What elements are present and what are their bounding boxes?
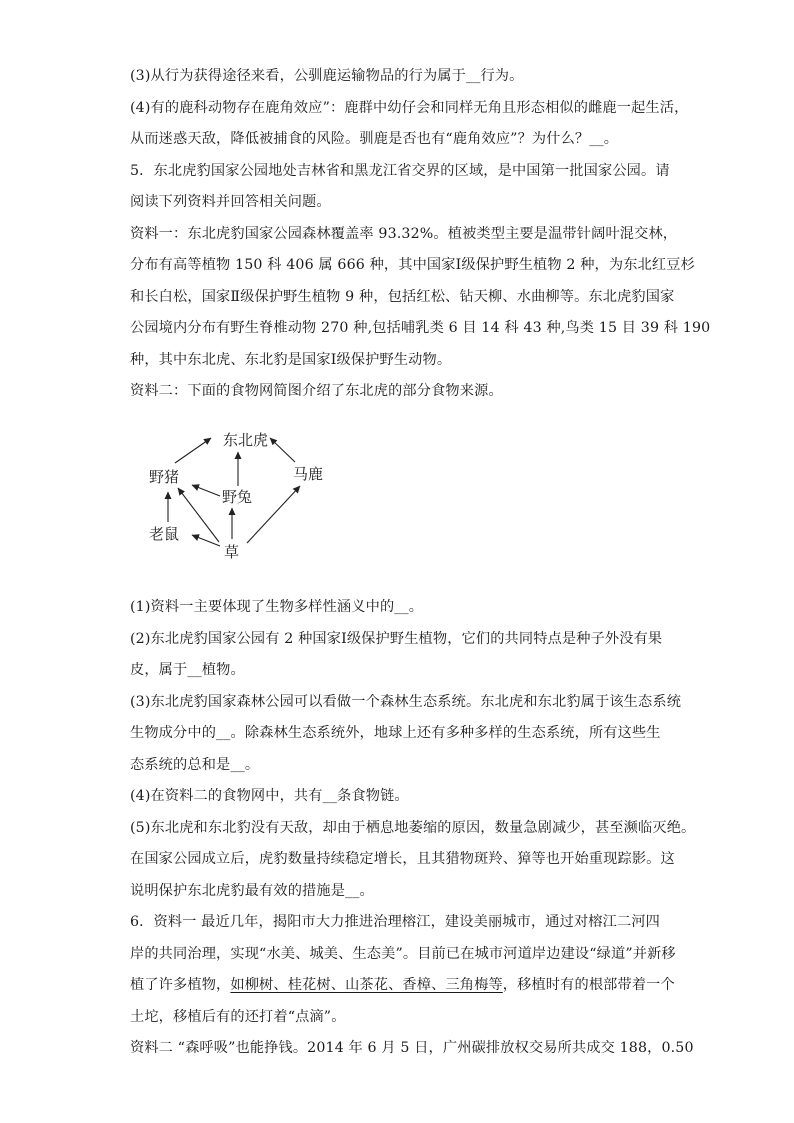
question-5-4: (4)在资料二的食物网中，共有__条食物链。 [130, 788, 409, 804]
arrow-grass-to-boar [178, 488, 219, 542]
question-5-3-line3: 态系统的总和是__。 [130, 757, 260, 773]
question-5-5-line1: (5)东北虎和东北豹没有天敌，却由于栖息地萎缩的原因，数量急剧减少，甚至濒临灭绝。 [130, 820, 696, 836]
question-5-5-line3: 说明保护东北虎豹最有效的措施是__。 [130, 883, 374, 899]
food-web-node-tiger: 东北虎 [223, 431, 269, 449]
question-5-3-line1: (3)东北虎豹国家森林公园可以看做一个森林生态系统。东北虎和东北豹属于该生态系统 [130, 694, 682, 710]
arrow-hare-to-boar [192, 485, 220, 496]
food-web-node-deer: 马鹿 [293, 465, 324, 483]
line3-text-b: ，移植时有的根部带着一个 [502, 977, 675, 993]
underlined-plant-list: 如柳树、桂花树、山茶花、香樟、三角梅等 [230, 977, 503, 993]
food-web-node-hare: 野兔 [222, 488, 253, 506]
arrow-boar-to-tiger [175, 438, 211, 463]
food-web-node-grass: 草 [224, 543, 240, 561]
question-5-2-line2: 皮，属于__植物。 [130, 662, 245, 678]
question-4-4-line2: 从而迷惑天敌，降低被捕食的风险。驯鹿是否也有“鹿角效应”？为什么？__。 [130, 131, 619, 147]
question-6-material-2: 资料二 “森呼吸”也能挣钱。2014 年 6 月 5 日，广州碳排放权交易所共成交 188，0.50 [130, 1040, 694, 1056]
question-5-intro-line1: 5．东北虎豹国家公园地处吉林省和黑龙江省交界的区域，是中国第一批国家公园。请 [130, 163, 670, 179]
arrow-deer-to-tiger [270, 438, 295, 462]
material-1-line4: 公园境内分布有野生脊椎动物 270 种,包括哺乳类 6 目 14 科 43 种,鸟类 15 目 39 科 190 [130, 320, 711, 336]
material-1-line2: 分布有高等植物 150 科 406 属 666 种，其中国家Ⅰ级保护野生植物 2 种，为东北红豆杉 [130, 257, 695, 273]
question-5-intro-line2: 阅读下列资料并回答相关问题。 [130, 194, 331, 210]
question-5-1: (1)资料一主要体现了生物多样性涵义中的__。 [130, 599, 424, 615]
material-1-line1: 资料一：东北虎豹国家公园森林覆盖率 93.32%。植被类型主要是温带针阔叶混交林， [130, 226, 678, 242]
material-1-line5: 种，其中东北虎、东北豹是国家Ⅰ级保护野生动物。 [130, 352, 452, 368]
question-6-line3 [130, 975, 675, 995]
material-2-line: 资料二：下面的食物网简图介绍了东北虎的部分食物来源。 [130, 383, 503, 399]
question-6-line4: 土坨，移植后有的还打着“点滴”。 [130, 1009, 346, 1025]
question-5-3-line2: 生物成分中的__。除森林生态系统外，地球上还有多种多样的生态系统，所有这些生 [130, 725, 661, 741]
question-5-5-line2: 在国家公园成立后，虎豹数量持续稳定增长，且其猎物斑羚、獐等也开始重现踪影。这 [130, 851, 675, 867]
question-4-3: (3)从行为获得途径来看，公驯鹿运输物品的行为属于__行为。 [130, 68, 524, 84]
arrow-grass-to-deer [247, 486, 300, 543]
question-4-4-line1: (4)有的鹿科动物存在鹿角效应”：鹿群中幼仔会和同样无角且形态相似的雌鹿一起生活， [130, 100, 689, 116]
material-1-line3: 和长白松，国家Ⅱ级保护野生植物 9 种，包括红松、钻天柳、水曲柳等。东北虎豹国家 [130, 289, 675, 305]
arrow-grass-to-mouse [192, 535, 220, 546]
question-5-2-line1: (2)东北虎豹国家公园有 2 种国家Ⅰ级保护野生植物，它们的共同特点是种子外没有果 [130, 631, 663, 647]
food-web-node-boar: 野猪 [149, 468, 180, 486]
food-web-diagram [140, 420, 340, 570]
food-web-node-mouse: 老鼠 [149, 525, 180, 543]
question-6-line1: 6．资料一 最近几年，揭阳市大力推进治理榕江，建设美丽城市，通过对榕江二河四 [130, 914, 660, 930]
line3-text-a: 植了许多植物， [130, 977, 231, 993]
question-6-line2: 岸的共同治理，实现“水美、城美、生态美”。目前已在城市河道岸边建设“绿道”并新移 [130, 946, 676, 962]
